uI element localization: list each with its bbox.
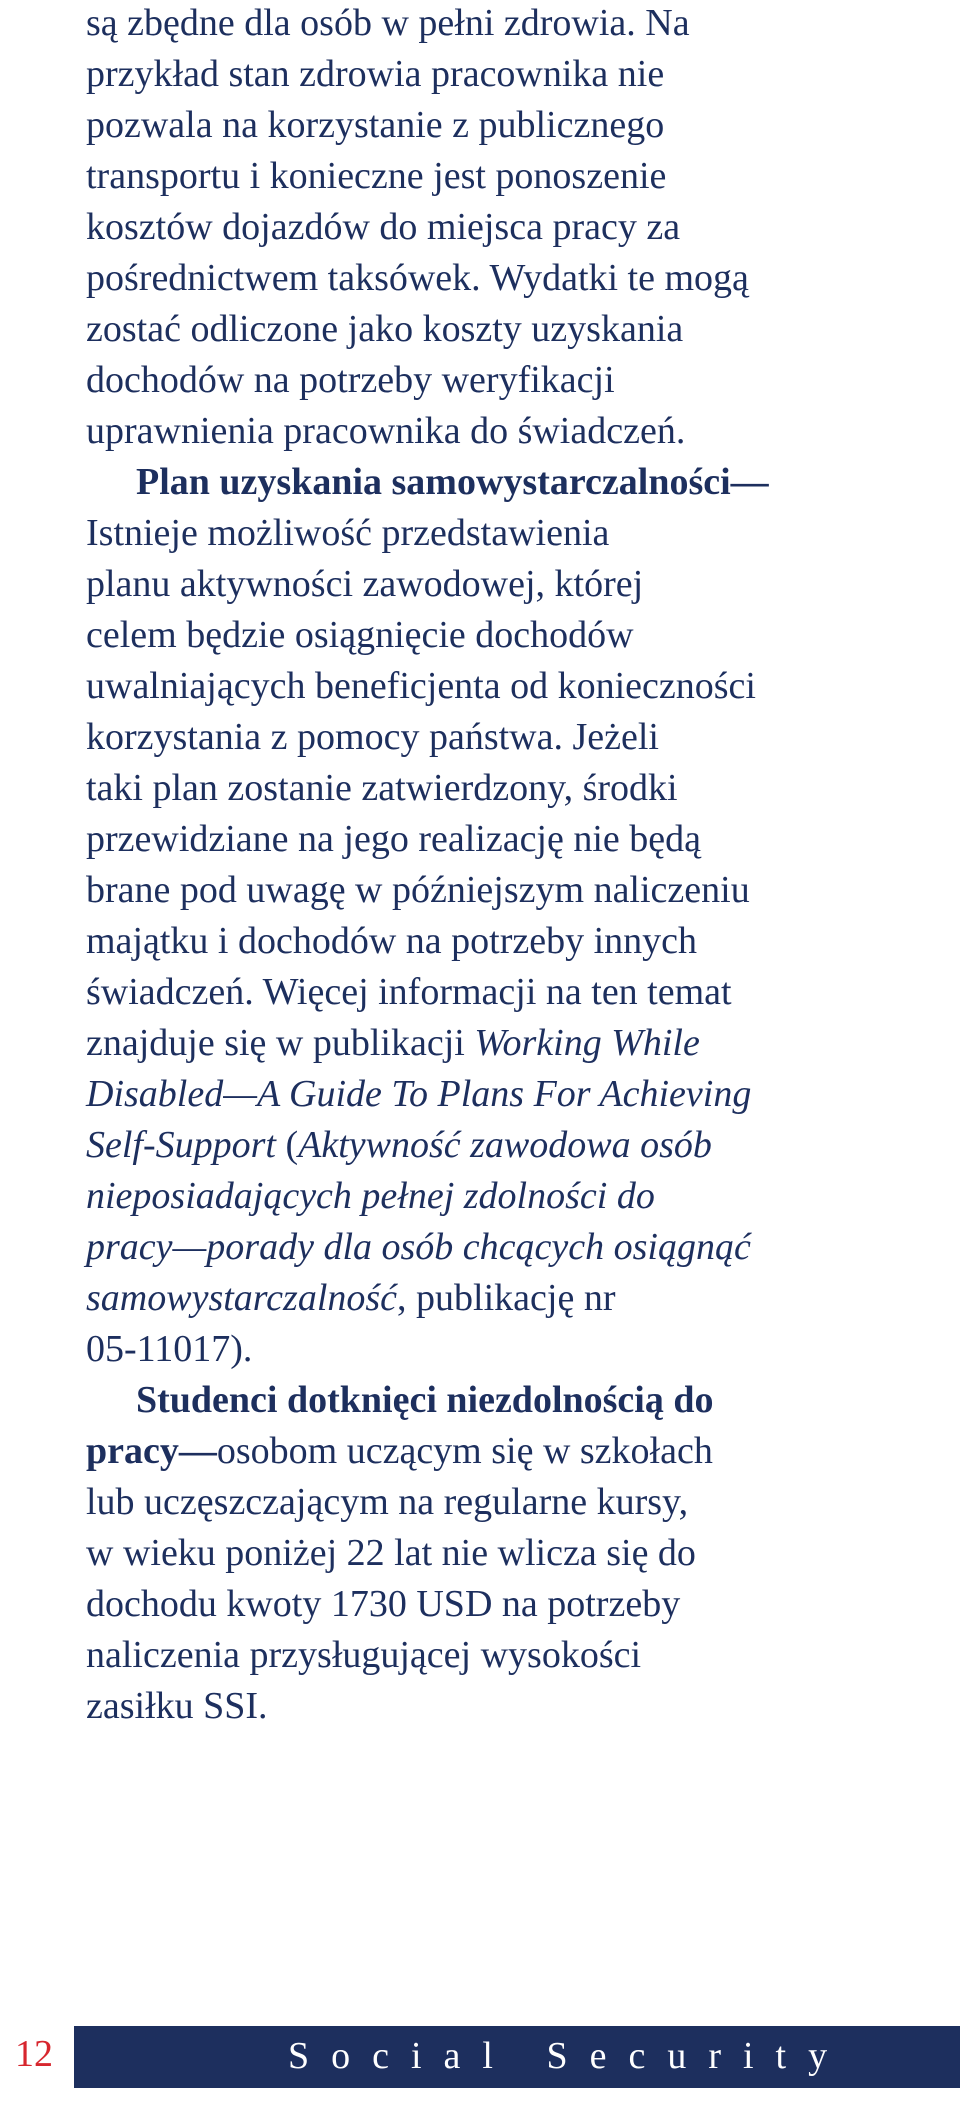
- text-line: dochodów na potrzeby weryfikacji: [86, 359, 615, 401]
- text-line: pozwala na korzystanie z publicznego: [86, 104, 665, 146]
- text-line: pośrednictwem taksówek. Wydatki te mogą: [86, 257, 749, 299]
- text-line: zostać odliczone jako koszty uzyskania: [86, 308, 684, 350]
- text-line: są zbędne dla osób w pełni zdrowia. Na: [86, 2, 690, 44]
- publication-title-translation: samowystarczalność: [86, 1277, 398, 1319]
- text-line: zasiłku SSI.: [86, 1685, 268, 1727]
- section-heading-disabled-students: pracy—: [86, 1430, 217, 1472]
- footer-title: Social Security: [288, 2035, 850, 2077]
- text-line: taki plan zostanie zatwierdzony, środki: [86, 767, 678, 809]
- text-line: celem będzie osiągnięcie dochodów: [86, 614, 634, 656]
- text-line: przykład stan zdrowia pracownika nie: [86, 53, 665, 95]
- text-line: transportu i konieczne jest ponoszenie: [86, 155, 667, 197]
- paragraph-1: [86, 0, 946, 457]
- paragraph-3: [86, 1375, 946, 1732]
- publication-title-translation: nieposiadających pełnej zdolności do: [86, 1175, 655, 1217]
- text-line: korzystania z pomocy państwa. Jeżeli: [86, 716, 659, 758]
- text-line: przewidziane na jego realizację nie będą: [86, 818, 702, 860]
- publication-title: Disabled—A Guide To Plans For Achieving: [86, 1073, 752, 1115]
- text-line: naliczenia przysługującej wysokości: [86, 1634, 642, 1676]
- text-line: dochodu kwoty 1730 USD na potrzeby: [86, 1583, 681, 1625]
- text-fragment: , publikację nr: [397, 1277, 616, 1319]
- text-line: uwalniających beneficjenta od konieczności: [86, 665, 756, 707]
- text-line: majątku i dochodów na potrzeby innych: [86, 920, 698, 962]
- text-line: brane pod uwagę w późniejszym naliczeniu: [86, 869, 750, 911]
- text-line: Istnieje możliwość przedstawienia: [86, 512, 610, 554]
- text-line: planu aktywności zawodowej, której: [86, 563, 644, 605]
- text-fragment: osobom uczącym się w szkołach: [216, 1430, 713, 1472]
- text-line: świadczeń. Więcej informacji na ten temat: [86, 971, 732, 1013]
- text-line: [86, 1120, 946, 1171]
- publication-title-translation: pracy—porady dla osób chcących osiągnąć: [86, 1226, 751, 1268]
- footer-bar: [80, 2026, 960, 2088]
- page-number: 12: [15, 2033, 53, 2075]
- publication-title: Self-Support: [86, 1124, 276, 1166]
- text-line: uprawnienia pracownika do świadczeń.: [86, 410, 686, 452]
- section-heading-self-support-plan: Plan uzyskania samowystarczalności—: [136, 461, 769, 503]
- publication-number: 05-11017).: [86, 1328, 253, 1370]
- text-line: [86, 1426, 946, 1477]
- text-fragment: znajduje się w publikacji: [86, 1022, 475, 1064]
- text-line: lub uczęszczającym na regularne kursy,: [86, 1481, 689, 1523]
- text-fragment: (: [275, 1124, 299, 1166]
- text-line: kosztów dojazdów do miejsca pracy za: [86, 206, 681, 248]
- paragraph-2: [86, 457, 946, 1375]
- page-number-box: [0, 2026, 80, 2088]
- text-line: [86, 1273, 946, 1324]
- text-line: w wieku poniżej 22 lat nie wlicza się do: [86, 1532, 696, 1574]
- publication-title-translation: Aktywność zawodowa osób: [298, 1124, 712, 1166]
- text-line: [86, 1018, 946, 1069]
- section-heading-disabled-students: Studenci dotknięci niezdolnością do: [136, 1379, 714, 1421]
- document-body: [86, 0, 946, 1732]
- page-footer: [0, 2026, 960, 2088]
- publication-title: Working While: [474, 1022, 700, 1064]
